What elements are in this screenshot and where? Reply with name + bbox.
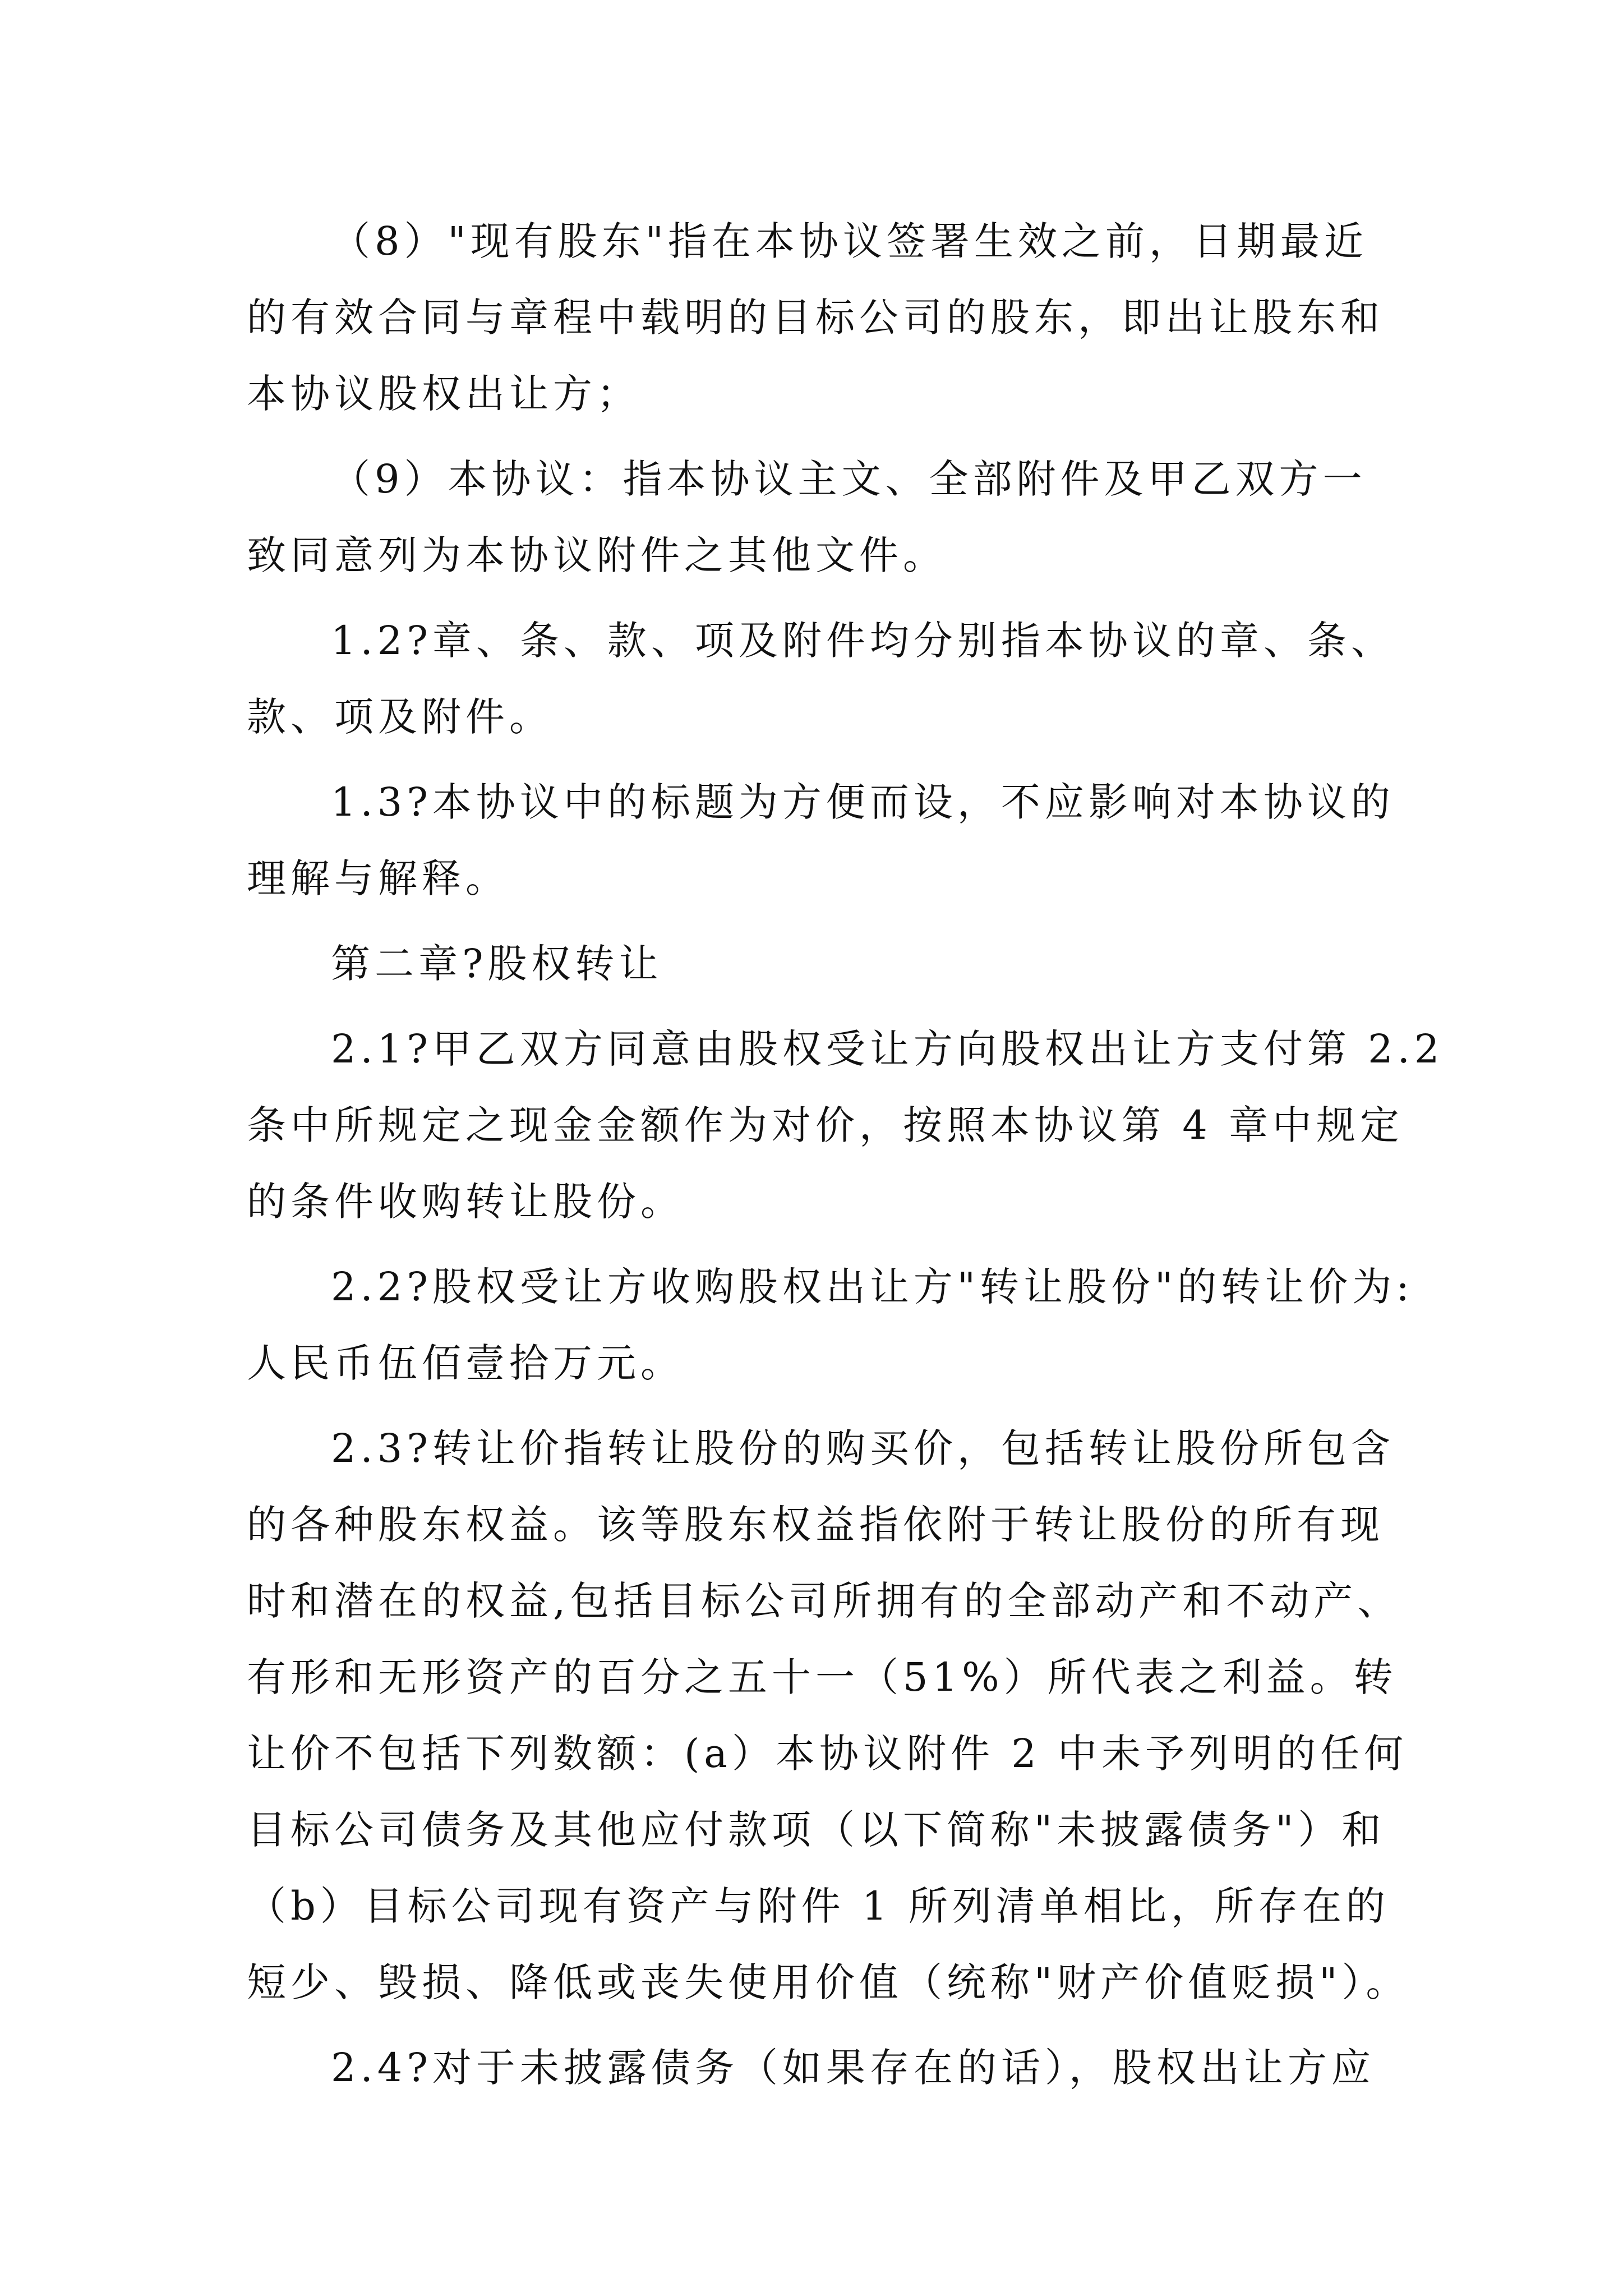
clause-2-3-line-3: 时和潜在的权益,包括目标公司所拥有的全部动产和不动产、 [247,1578,1401,1624]
paragraph-9-line-1: （9）本协议：指本协议主文、全部附件及甲乙双方一 [331,456,1367,502]
clause-2-3-line-2: 的各种股东权益。该等股东权益指依附于转让股份的所有现 [247,1502,1384,1548]
clause-1-2-line-2: 款、项及附件。 [247,694,553,740]
clause-2-3-line-5: 让价不包括下列数额：(a）本协议附件 2 中未予列明的任何 [247,1731,1408,1777]
clause-2-3-line-7: （b）目标公司现有资产与附件 1 所列清单相比，所存在的 [247,1883,1390,1929]
clause-2-4-line-1: 2.4?对于未披露债务（如果存在的话），股权出让方应 [331,2045,1375,2091]
clause-2-3-line-6: 目标公司债务及其他应付款项（以下简称"未披露债务"）和 [247,1807,1386,1853]
clause-2-3-line-4: 有形和无形资产的百分之五十一（51%）所代表之利益。转 [247,1654,1398,1700]
clause-2-3-line-8: 短少、毁损、降低或丧失使用价值（统称"财产价值贬损"）。 [247,1959,1410,2005]
paragraph-9-line-2: 致同意列为本协议附件之其他文件。 [247,532,947,578]
clause-2-2-line-1: 2.2?股权受让方收购股权出让方"转让股份"的转让价为: [331,1264,1414,1310]
paragraph-8-line-3: 本协议股权出让方； [247,371,640,417]
clause-1-2-line-1: 1.2?章、条、款、项及附件均分别指本协议的章、条、 [331,618,1395,664]
clause-2-1-line-2: 条中所规定之现金金额作为对价，按照本协议第 4 章中规定 [247,1102,1404,1148]
clause-2-1-line-1: 2.1?甲乙双方同意由股权受让方向股权出让方支付第 2.2 [331,1026,1444,1072]
paragraph-8-line-2: 的有效合同与章程中载明的目标公司的股东，即出让股东和 [247,295,1384,341]
clause-2-2-line-2: 人民币伍佰壹拾万元。 [247,1340,684,1386]
clause-2-1-line-3: 的条件收购转让股份。 [247,1179,684,1225]
paragraph-8-line-1: （8）"现有股东"指在本协议签署生效之前，日期最近 [331,218,1368,264]
clause-2-3-line-1: 2.3?转让价指转让股份的购买价，包括转让股份所包含 [331,1425,1395,1471]
document-body [247,203,1444,2106]
clause-1-3-line-2: 理解与解释。 [247,855,509,901]
chapter-2-heading: 第二章?股权转让 [331,941,663,987]
clause-1-3-line-1: 1.3?本协议中的标题为方便而设，不应影响对本协议的 [331,779,1395,825]
